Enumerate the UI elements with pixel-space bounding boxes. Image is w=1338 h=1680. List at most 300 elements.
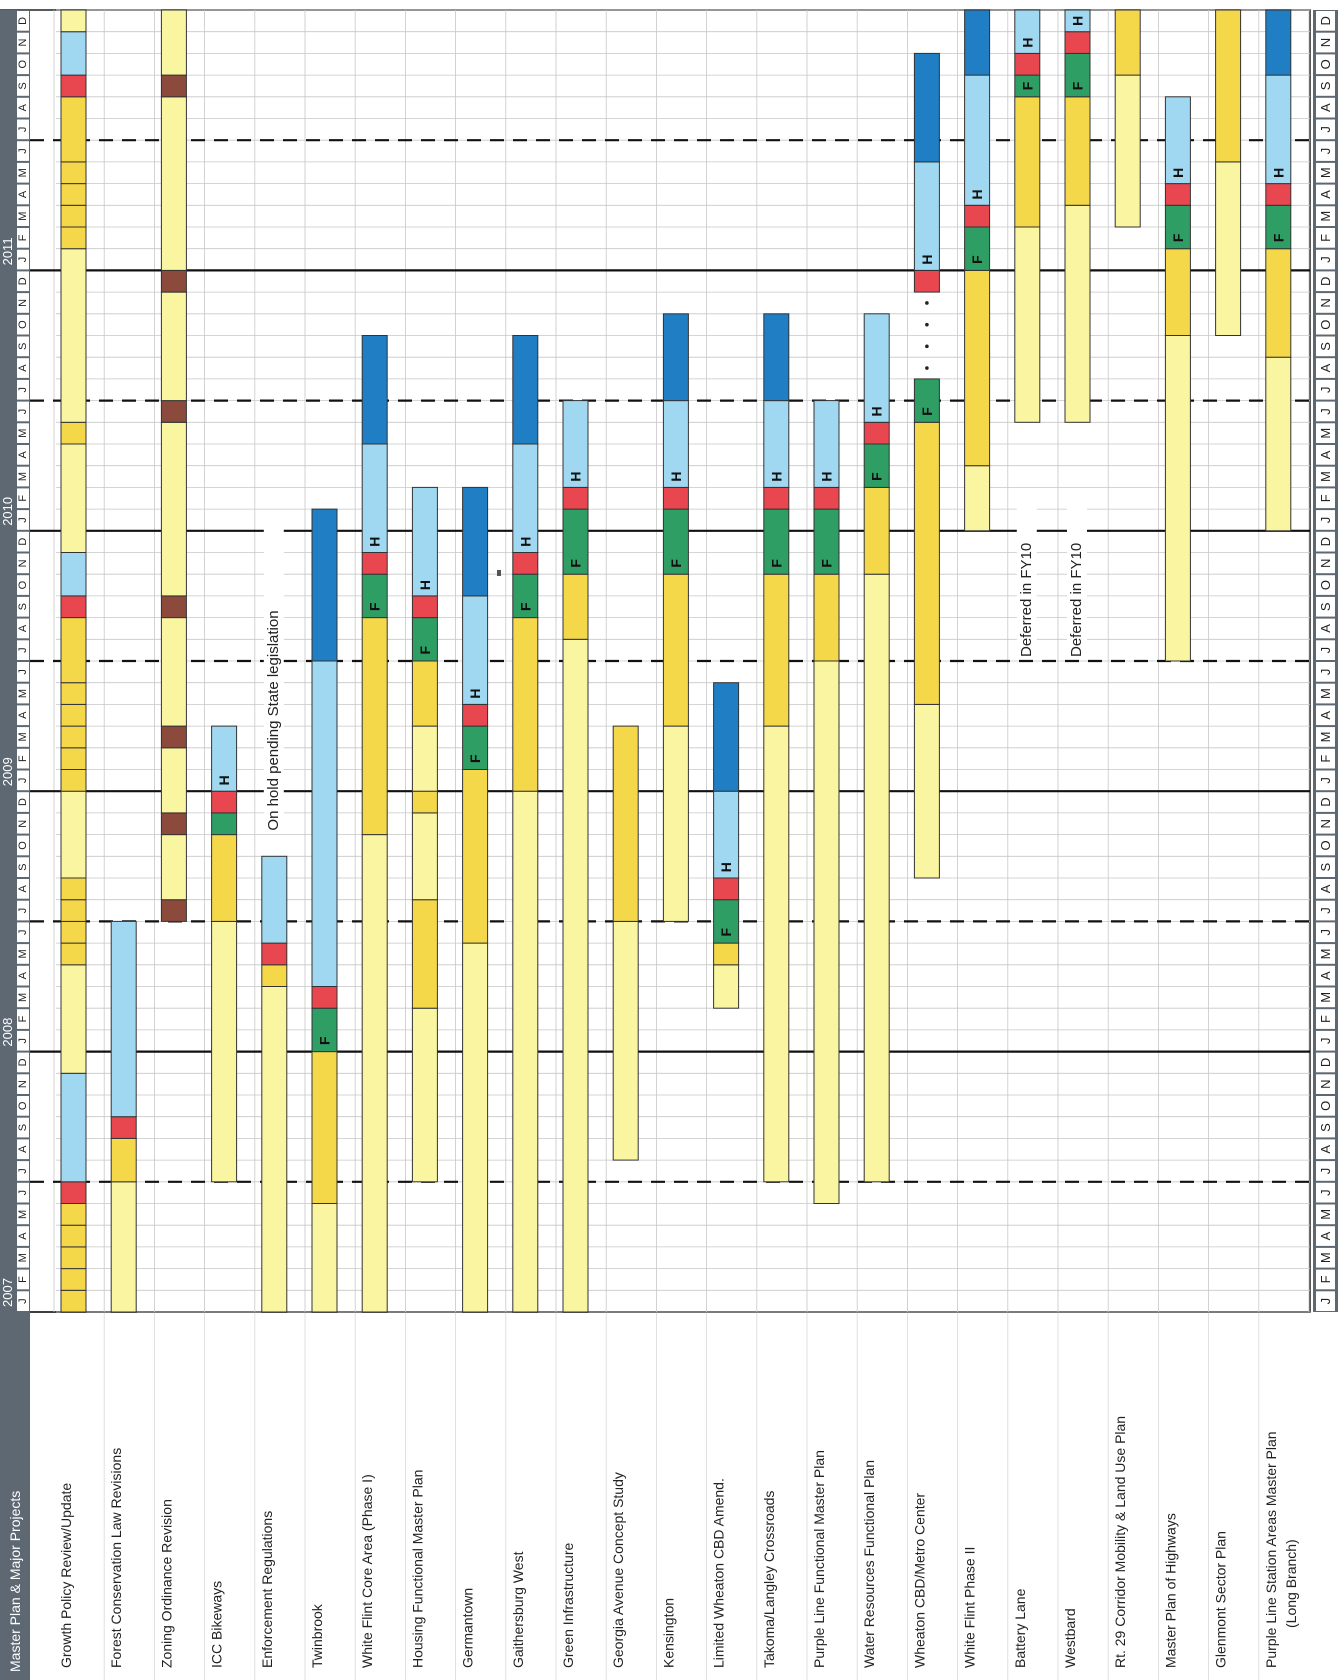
- bar-segment-light-yellow: [463, 943, 488, 1312]
- month-letter-right: S: [1318, 81, 1333, 91]
- project-battery-lane: [1015, 10, 1040, 422]
- month-letter-right: J: [1318, 668, 1333, 676]
- month-letter-right: A: [1318, 450, 1333, 460]
- month-letter-right: N: [1318, 1079, 1333, 1089]
- project-zoning-ordinance-revision: [161, 10, 186, 921]
- bar-segment-dark-yellow: [864, 487, 889, 574]
- phase-code-label: H: [667, 471, 684, 482]
- month-letter-right: J: [1318, 646, 1333, 654]
- bar-segment-light-yellow: [563, 639, 588, 1312]
- bar-segment-light-yellow: [412, 813, 437, 900]
- bar-segment-dark-blue: [914, 53, 939, 161]
- month-letter-right: J: [1318, 386, 1333, 393]
- bar-segment-dark-yellow: [61, 748, 86, 770]
- row-label: Battery Lane: [1011, 1588, 1028, 1668]
- month-letter-right: D: [1318, 536, 1333, 547]
- bar-segment-light-blue: [864, 314, 889, 423]
- project-limited-wheaton-cbd-amend: [714, 683, 739, 1009]
- row-label: Green Infrastructure: [560, 1542, 576, 1668]
- pending-dot: [925, 301, 929, 305]
- month-letter-right: A: [1318, 710, 1333, 720]
- phase-code-label: F: [567, 559, 584, 568]
- bar-segment-light-blue: [965, 75, 990, 205]
- bar-segment-brown: [161, 75, 186, 97]
- project-georgia-avenue-concept-study: [613, 726, 638, 1160]
- phase-code-label: H: [467, 688, 484, 699]
- bar-segment-red: [463, 704, 488, 726]
- bar-segment-light-yellow: [814, 661, 839, 1204]
- phase-code-label: H: [1169, 167, 1186, 178]
- phase-code-label: H: [416, 579, 433, 591]
- row-label: Gaithersburg West: [509, 1551, 526, 1668]
- phase-code-label: F: [316, 1036, 333, 1046]
- bar-segment-dark-yellow: [1216, 10, 1241, 162]
- project-master-plan-of-highways: [1165, 97, 1190, 661]
- month-letter-left: S: [17, 603, 29, 611]
- month-letter-right: J: [1318, 1189, 1333, 1196]
- month-letter-right: N: [1318, 37, 1333, 48]
- project-water-resources-functional-plan: [864, 314, 889, 1182]
- month-letter-right: O: [1318, 840, 1333, 851]
- month-letter-right: J: [1318, 929, 1333, 936]
- month-letter-left: D: [17, 537, 29, 546]
- row-label: Limited Wheaton CBD Amend.: [710, 1478, 727, 1668]
- bar-segment-red: [61, 75, 86, 97]
- month-letter-right: D: [1318, 797, 1333, 807]
- bar-segment-dark-yellow: [412, 900, 437, 1009]
- month-letter-right: S: [1318, 342, 1333, 351]
- bar-segment-light-yellow: [161, 422, 186, 596]
- month-letter-left: O: [17, 320, 29, 329]
- bar-segment-red: [362, 553, 387, 575]
- bar-segment-dark-yellow: [61, 704, 86, 726]
- bar-segment-dark-yellow: [61, 683, 86, 705]
- bar-segment-dark-yellow: [61, 921, 86, 943]
- bar-segment-red: [513, 553, 538, 575]
- project-housing-functional-master-plan: [412, 487, 437, 1181]
- bar-segment-light-blue: [111, 921, 136, 1116]
- month-letter-left: S: [17, 342, 29, 351]
- month-letter-left: M: [17, 688, 29, 699]
- row-label: Germantown: [459, 1587, 476, 1668]
- month-letter-right: M: [1318, 471, 1333, 482]
- bar-segment-red: [663, 487, 688, 509]
- month-letter-right: S: [1318, 1123, 1333, 1132]
- row-label: Water Resources Functional Plan: [861, 1459, 878, 1668]
- month-letter-right: M: [1318, 210, 1333, 222]
- month-letter-left: N: [17, 298, 29, 307]
- bar-segment-red: [1165, 184, 1190, 206]
- bar-segment-dark-yellow: [914, 422, 939, 704]
- bar-segment-light-yellow: [161, 748, 186, 813]
- bar-segment-dark-blue: [714, 683, 739, 792]
- bar-segment-dark-yellow: [463, 770, 488, 944]
- bar-segment-light-blue: [914, 162, 939, 271]
- bar-segment-dark-yellow: [61, 770, 86, 792]
- bar-segment-red: [914, 270, 939, 292]
- month-letter-left: O: [17, 1101, 29, 1111]
- month-letter-left: M: [17, 1253, 29, 1263]
- year-label: 2008: [0, 1017, 15, 1047]
- bar-segment-dark-yellow: [262, 965, 287, 987]
- project-takoma-langley-crossroads: [764, 314, 789, 1182]
- row-label: Rt. 29 Corridor Mobility & Land Use Plan: [1112, 1415, 1129, 1668]
- bar-segment-light-blue: [412, 487, 437, 596]
- bar-segment-dark-yellow: [61, 184, 86, 206]
- month-letter-left: J: [17, 647, 29, 653]
- scan-mark: [497, 570, 501, 576]
- bar-segment-light-blue: [61, 553, 86, 596]
- bar-segment-brown: [161, 726, 186, 748]
- phase-code-label: H: [1270, 167, 1287, 178]
- month-letter-right: M: [1318, 991, 1333, 1003]
- bar-segment-light-yellow: [161, 835, 186, 900]
- phase-code-label: H: [567, 471, 584, 482]
- phase-code-label: F: [718, 927, 735, 937]
- bar-segment-dark-yellow: [412, 661, 437, 726]
- bar-segment-brown: [161, 813, 186, 835]
- bar-segment-red: [1065, 32, 1090, 54]
- bar-segment-light-blue: [463, 596, 488, 705]
- phase-code-label: F: [868, 472, 885, 481]
- row-label: Georgia Avenue Concept Study: [610, 1472, 627, 1668]
- month-letter-left: M: [17, 211, 29, 221]
- bar-segment-light-yellow: [513, 791, 538, 1312]
- project-twinbrook: [312, 509, 337, 1312]
- project-growth-policy-review-update: [61, 10, 86, 1312]
- bar-segment-light-yellow: [613, 921, 638, 1160]
- month-letter-right: J: [1318, 126, 1333, 133]
- phase-code-label: H: [366, 536, 383, 547]
- month-letter-right: D: [1318, 276, 1333, 286]
- project-forest-conservation-law-revisions: [111, 921, 136, 1312]
- year-label: 2010: [0, 496, 15, 526]
- bar-segment-dark-yellow: [764, 574, 789, 726]
- month-letter-left: J: [17, 1038, 29, 1044]
- bar-segment-dark-yellow: [61, 1204, 86, 1226]
- bar-segment-dark-yellow: [613, 726, 638, 921]
- project-icc-bikeways: [212, 726, 237, 1182]
- row-note: Deferred in FY10: [1068, 542, 1085, 657]
- month-letter-right: A: [1318, 103, 1333, 112]
- month-letter-left: A: [17, 103, 29, 112]
- month-letter-left: D: [17, 1058, 29, 1067]
- month-letter-left: A: [17, 190, 29, 199]
- phase-code-label: F: [667, 559, 684, 568]
- phase-code-label: F: [818, 559, 835, 568]
- bar-segment-dark-yellow: [61, 162, 86, 184]
- month-letter-left: J: [17, 126, 29, 133]
- phase-code-label: H: [216, 775, 233, 786]
- bar-segment-dark-yellow: [61, 1225, 86, 1247]
- month-letter-right: J: [1318, 256, 1333, 263]
- bar-segment-light-yellow: [262, 987, 287, 1313]
- phase-code-label: F: [969, 255, 986, 264]
- bar-segment-dark-blue: [362, 336, 387, 445]
- bar-segment-light-yellow: [161, 292, 186, 401]
- bar-segment-light-yellow: [1065, 205, 1090, 422]
- bar-segment-dark-yellow: [312, 1052, 337, 1204]
- bar-segment-light-yellow: [161, 97, 186, 271]
- bar-segment-red: [412, 596, 437, 618]
- month-letter-left: A: [17, 711, 29, 719]
- project-westbard: [1065, 10, 1090, 422]
- bar-segment-red: [1015, 53, 1040, 75]
- bar-segment-dark-blue: [965, 10, 990, 75]
- bar-segment-brown: [161, 270, 186, 292]
- month-letter-right: M: [1318, 731, 1333, 743]
- bar-segment-light-yellow: [714, 965, 739, 1008]
- month-letter-left: J: [17, 907, 29, 914]
- bar-segment-light-blue: [362, 444, 387, 553]
- bar-segment-light-yellow: [1115, 75, 1140, 227]
- month-letter-left: M: [17, 949, 29, 959]
- bar-segment-red: [965, 205, 990, 227]
- bar-segment-dark-yellow: [61, 1247, 86, 1269]
- month-letter-left: F: [17, 755, 29, 763]
- phase-code-label: H: [517, 536, 534, 547]
- month-letter-right: N: [1318, 819, 1333, 829]
- month-letter-left: M: [17, 471, 29, 482]
- month-letter-left: A: [17, 971, 29, 980]
- year-label: 2011: [0, 237, 15, 266]
- month-letter-right: F: [1318, 754, 1333, 763]
- pending-dot: [925, 366, 929, 370]
- row-label: Purple Line Station Areas Master Plan: [1262, 1431, 1279, 1668]
- bar-segment-light-yellow: [61, 10, 86, 32]
- project-white-flint-core-area-phase-i: [362, 336, 387, 1313]
- row-label: Twinbrook: [309, 1604, 325, 1668]
- phase-code-label: F: [517, 602, 534, 612]
- project-enforcement-regulations: [262, 856, 287, 1312]
- bar-segment-light-yellow: [663, 726, 688, 921]
- month-letter-right: A: [1318, 884, 1333, 894]
- month-letter-left: S: [17, 863, 29, 871]
- month-letter-left: M: [17, 732, 29, 742]
- bar-segment-red: [262, 943, 287, 965]
- month-letter-left: J: [17, 1168, 29, 1174]
- month-letter-right: O: [1318, 579, 1333, 591]
- bar-segment-dark-blue: [513, 336, 538, 445]
- month-letter-left: N: [17, 1080, 29, 1089]
- month-letter-right: F: [1318, 1015, 1333, 1024]
- phase-code-label: F: [1270, 233, 1287, 243]
- month-letter-right: M: [1318, 427, 1333, 439]
- bar-segment-light-blue: [262, 856, 287, 943]
- row-label: Zoning Ordinance Revision: [158, 1499, 175, 1668]
- bar-segment-dark-yellow: [814, 574, 839, 661]
- bar-segment-dark-yellow: [61, 943, 86, 965]
- phase-code-label: F: [768, 559, 785, 568]
- bar-segment-light-yellow: [111, 1182, 136, 1312]
- month-letter-right: F: [1318, 494, 1333, 503]
- bar-segment-dark-yellow: [111, 1138, 136, 1181]
- month-letter-left: J: [17, 517, 29, 523]
- bar-segment-red: [864, 422, 889, 444]
- month-letter-left: M: [17, 992, 29, 1002]
- month-header-band-right: [1313, 10, 1338, 1312]
- month-letter-left: F: [17, 1015, 30, 1023]
- bar-segment-light-yellow: [61, 965, 86, 1074]
- month-letter-left: J: [17, 669, 29, 675]
- phase-code-label: H: [868, 406, 885, 417]
- month-letter-left: M: [17, 1209, 29, 1219]
- row-label: ICC Bikeways: [208, 1580, 225, 1668]
- month-letter-left: J: [17, 1298, 29, 1304]
- month-letter-right: M: [1318, 167, 1333, 179]
- month-letter-right: D: [1318, 16, 1333, 26]
- bar-segment-light-yellow: [161, 618, 186, 727]
- month-letter-right: J: [1318, 408, 1333, 415]
- month-letter-right: M: [1318, 1208, 1333, 1220]
- bar-segment-light-blue: [312, 661, 337, 987]
- bar-segment-dark-yellow: [1165, 249, 1190, 336]
- bar-segment-dark-yellow: [61, 618, 86, 683]
- bar-segment-red: [212, 791, 237, 813]
- month-letter-right: J: [1318, 147, 1333, 155]
- project-green-infrastructure: [563, 401, 588, 1312]
- month-letter-left: A: [17, 1145, 29, 1153]
- bar-segment-green: [212, 813, 237, 835]
- year-month-header-band: [0, 10, 30, 1312]
- phase-code-label: F: [1169, 233, 1186, 243]
- phase-code-label: F: [467, 754, 484, 763]
- month-letter-left: F: [17, 494, 29, 502]
- bar-segment-light-blue: [513, 444, 538, 553]
- bar-segment-dark-yellow: [61, 205, 86, 227]
- month-letter-left: M: [17, 428, 29, 438]
- month-letter-right: O: [1318, 319, 1333, 330]
- bar-segment-light-yellow: [161, 10, 186, 75]
- bar-segment-dark-yellow: [61, 97, 86, 162]
- month-letter-right: A: [1318, 1144, 1333, 1154]
- month-letter-left: S: [17, 82, 29, 90]
- month-letter-left: J: [17, 777, 29, 784]
- row-label: White Flint Phase II: [961, 1546, 978, 1668]
- bar-segment-dark-yellow: [61, 878, 86, 900]
- bar-segment-dark-yellow: [412, 791, 437, 813]
- bar-segment-dark-yellow: [212, 835, 237, 922]
- row-note: Deferred in FY10: [1017, 542, 1035, 657]
- month-letter-right: A: [1318, 190, 1333, 199]
- bar-segment-dark-blue: [663, 314, 688, 401]
- month-letter-left: D: [17, 277, 29, 286]
- bar-segment-light-yellow: [212, 921, 237, 1181]
- bar-segment-red: [312, 987, 337, 1009]
- month-letter-right: A: [1318, 971, 1333, 980]
- row-label: White Flint Core Area (Phase I): [359, 1474, 376, 1668]
- month-letter-right: F: [1318, 1275, 1333, 1284]
- bar-segment-red: [61, 596, 86, 618]
- bar-segment-light-yellow: [764, 726, 789, 1182]
- month-letter-left: A: [17, 451, 29, 459]
- year-label: 2009: [0, 757, 15, 787]
- month-letter-left: N: [17, 559, 29, 568]
- month-letter-left: N: [17, 38, 29, 47]
- bar-segment-dark-blue: [1266, 10, 1291, 75]
- project-gaithersburg-west: [513, 336, 538, 1313]
- phase-code-label: H: [768, 471, 785, 482]
- bar-segment-light-yellow: [1266, 357, 1291, 531]
- project-purple-line-station-areas-master-plan-long-branch: [1266, 10, 1291, 531]
- month-letter-right: J: [1318, 516, 1333, 524]
- month-letter-left: F: [17, 234, 29, 242]
- bar-segment-light-yellow: [61, 791, 86, 878]
- project-kensington: [663, 314, 688, 922]
- month-letter-left: J: [17, 929, 29, 935]
- phase-code-label: H: [918, 254, 935, 265]
- pending-dot: [925, 323, 929, 327]
- bar-segment-red: [764, 487, 789, 509]
- month-letter-right: J: [1318, 1297, 1333, 1305]
- bar-segment-light-yellow: [864, 574, 889, 1182]
- month-letter-left: D: [17, 16, 29, 25]
- month-letter-right: A: [1318, 624, 1333, 633]
- month-letter-right: M: [1318, 1252, 1333, 1264]
- month-letter-left: J: [17, 1189, 29, 1196]
- bar-segment-dark-blue: [764, 314, 789, 401]
- phase-code-label: H: [818, 471, 835, 482]
- bar-segment-brown: [161, 900, 186, 922]
- bar-segment-brown: [161, 401, 186, 423]
- row-label-continued: (Long Branch): [1282, 1539, 1299, 1628]
- month-letter-left: J: [17, 256, 29, 263]
- bar-segment-light-blue: [61, 32, 86, 75]
- bar-segment-light-yellow: [412, 726, 437, 791]
- bar-segment-dark-yellow: [61, 1290, 86, 1312]
- year-label: 2007: [0, 1278, 15, 1307]
- bar-segment-red: [563, 487, 588, 509]
- month-letter-right: J: [1318, 907, 1333, 914]
- row-label: Enforcement Regulations: [258, 1510, 275, 1668]
- month-letter-left: A: [17, 885, 29, 893]
- phase-code-label: H: [1019, 37, 1036, 48]
- bar-segment-dark-yellow: [61, 900, 86, 922]
- row-label: Wheaton CBD/Metro Center: [911, 1492, 928, 1668]
- bar-segment-light-yellow: [1165, 336, 1190, 662]
- row-label: Forest Conservation Law Revisions: [108, 1447, 125, 1668]
- month-letter-right: A: [1318, 363, 1333, 373]
- bar-segment-light-yellow: [61, 249, 86, 423]
- month-letter-right: J: [1318, 1037, 1333, 1044]
- bar-segment-red: [111, 1117, 136, 1139]
- bar-segment-light-yellow: [1216, 162, 1241, 336]
- phase-code-label: F: [1019, 81, 1036, 91]
- month-letter-left: N: [17, 819, 29, 828]
- month-letter-right: N: [1318, 558, 1333, 569]
- month-letter-left: J: [17, 387, 29, 393]
- month-letter-left: O: [17, 841, 29, 850]
- month-letter-left: M: [17, 168, 29, 178]
- bar-segment-light-yellow: [412, 1008, 437, 1182]
- bar-segment-dark-yellow: [1115, 10, 1140, 75]
- bar-segment-dark-yellow: [61, 422, 86, 444]
- month-letter-left: D: [17, 798, 29, 807]
- project-wheaton-cbd-metro-center: [914, 53, 939, 878]
- bar-segment-light-yellow: [61, 444, 86, 553]
- row-label: Westbard: [1062, 1608, 1078, 1668]
- bar-segment-red: [814, 487, 839, 509]
- month-letter-right: J: [1318, 777, 1333, 784]
- bar-segment-dark-yellow: [1065, 97, 1090, 206]
- bar-segment-dark-blue: [463, 487, 488, 596]
- project-germantown: [463, 487, 488, 1312]
- row-label: Takoma/Langley Crossroads: [760, 1490, 777, 1668]
- phase-code-label: H: [1069, 15, 1086, 26]
- project-rt-29-corridor-mobility-land-use-plan: [1115, 10, 1140, 227]
- bar-segment-dark-yellow: [61, 227, 86, 249]
- bar-segment-brown: [161, 596, 186, 618]
